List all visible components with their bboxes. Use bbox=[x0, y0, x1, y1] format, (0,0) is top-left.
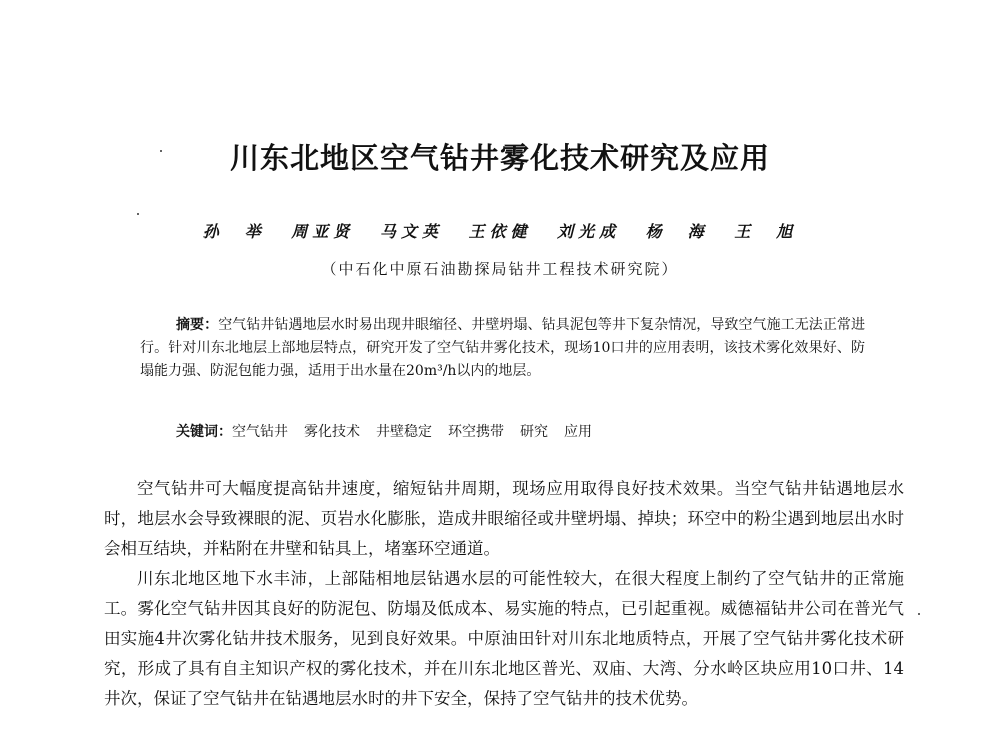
scan-speck bbox=[918, 613, 920, 615]
keyword: 雾化技术 bbox=[304, 424, 360, 440]
abstract-paragraph bbox=[140, 314, 865, 383]
author: 孙 举 bbox=[202, 222, 266, 241]
author: 王 旭 bbox=[734, 222, 798, 241]
scan-speck bbox=[137, 213, 139, 215]
keywords-label: 关键词： bbox=[176, 424, 232, 440]
keywords bbox=[176, 421, 608, 444]
keyword: 环空携带 bbox=[448, 424, 504, 440]
body-text bbox=[104, 474, 904, 714]
body-paragraph: 川东北地区地下水丰沛，上部陆相地层钻遇水层的可能性较大，在很大程度上制约了空气钻井的正常施工。雾化空气钻井因其良好的防泥包、防塌及低成本、易实施的特点，已引起重视。威德福钻井公司在普光气田实施4井次雾化钻井技术服务，见到良好效果。中原油田针对川东北地质特点，开展了空气钻井雾化技术研究，形成了具有自主知识产权的雾化技术，并在川东北地区普光、双庙、大湾、分水岭区块应用10口井、14井次，保证了空气钻井在钻遇地层水时的井下安全，保持了空气钻井的技术优势。 bbox=[104, 569, 904, 708]
scan-speck bbox=[160, 150, 162, 152]
keyword: 研究 bbox=[520, 424, 548, 440]
author: 王依健 bbox=[468, 222, 532, 241]
abstract bbox=[140, 314, 865, 383]
author: 马文英 bbox=[379, 222, 443, 241]
keyword: 空气钻井 bbox=[232, 424, 288, 440]
paper-title: 川东北地区空气钻井雾化技术研究及应用 bbox=[229, 141, 770, 175]
keyword: 井壁稳定 bbox=[376, 424, 432, 440]
abstract-label: 摘要： bbox=[176, 317, 219, 333]
affiliation: （中石化中原石油勘探局钻井工程技术研究院） bbox=[321, 260, 679, 278]
abstract-text: 空气钻井钻遇地层水时易出现井眼缩径、井壁坍塌、钻具泥包等井下复杂情况，导致空气施工无法正常进行。针对川东北地层上部地层特点，研究开发了空气钻井雾化技术，现场10口井的应用表明，该技术雾化效果好、防塌能力强、防泥包能力强，适用于出水量在20m³/h以内的地层。 bbox=[140, 317, 865, 379]
author: 杨 海 bbox=[645, 222, 709, 241]
body-paragraph: 空气钻井可大幅度提高钻井速度，缩短钻井周期，现场应用取得良好技术效果。当空气钻井钻遇地层水时，地层水会导致裸眼的泥、页岩水化膨胀，造成井眼缩径或井壁坍塌、掉块；环空中的粉尘遇到地层出水时会相互结块，并粘附在井壁和钻具上，堵塞环空通道。 bbox=[104, 479, 904, 558]
author-list bbox=[0, 219, 1000, 242]
author: 刘光成 bbox=[557, 222, 621, 241]
keyword: 应用 bbox=[564, 424, 592, 440]
author: 周亚贤 bbox=[291, 222, 355, 241]
